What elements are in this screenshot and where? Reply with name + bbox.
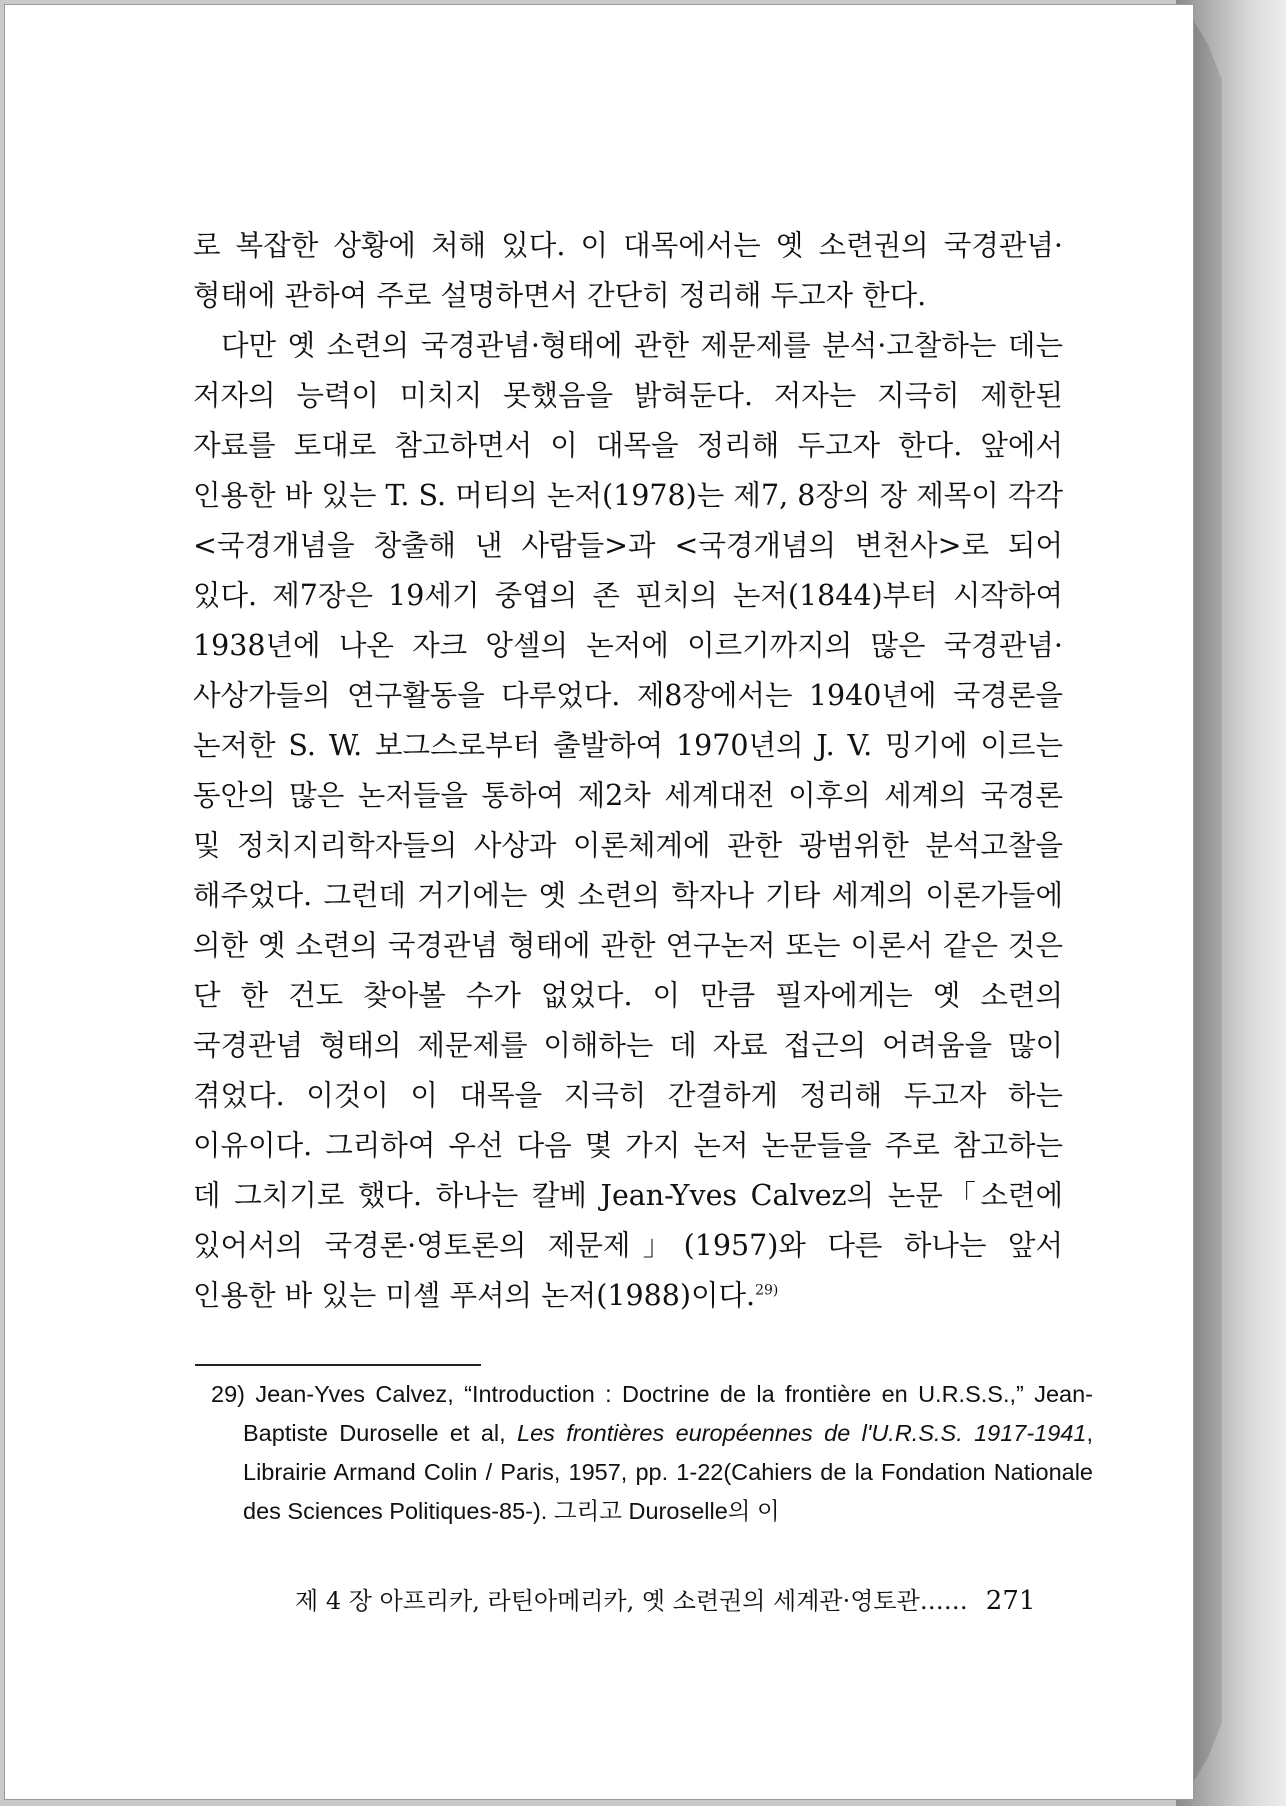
book-page	[4, 4, 1194, 1800]
body-text	[193, 221, 1063, 1321]
running-title: 제 4 장 아프리카, 라틴아메리카, 옛 소련권의 세계관·영토관……	[295, 1587, 968, 1615]
footnote-29	[211, 1375, 1093, 1531]
running-footer	[295, 1581, 1035, 1616]
footnote-text-part1: Jean-Yves Calvez, “Introduction : Doctrine de la frontière en U.R.S.S.,” Jean-Baptiste Duroselle et al,	[243, 1381, 1093, 1446]
footnote-number: 29)	[211, 1381, 245, 1407]
paragraph-2-text: 다만 옛 소련의 국경관념·형태에 관한 제문제를 분석·고찰하는 데는 저자의 능력이 미치지 못했음을 밝혀둔다. 저자는 지극히 제한된 자료를 토대로 참고하면서 이 대목을 정리해 두고자 한다. 앞에서 인용한 바 있는 T. S. 머티의 논저(1978)는 제7, 8장의 장 제목이 각각 <국경개념을 창출해 낸 사람들>과 <국경개념의 변천사>로 되어 있다. 제7장은 19세기 중엽의 존 핀치의 논저(1844)부터 시작하여 1938년에 나온 자크 앙셀의 논저에 이르기까지의 많은 국경관념·사상가들의 연구활동을 다루었다. 제8장에서는 1940년에 국경론을 논저한 S. W. 보그스로부터 출발하여 1970년의 J. V. 밍기에 이르는 동안의 많은 논저들을 통하여 제2차 세계대전 이후의 세계의 국경론 및 정치지리학자들의 사상과 이론체계에 관한 광범위한 분석고찰을 해주었다. 그런데 거기에는 옛 소련의 학자나 기타 세계의 이론가들에 의한 옛 소련의 국경관념 형태에 관한 연구논저 또는 이론서 같은 것은 단 한 건도 찾아볼 수가 없었다. 이 만큼 필자에게는 옛 소련의 국경관념 형태의 제문제를 이해하는 데 자료 접근의 어려움을 많이 겪었다. 이것이 이 대목을 지극히 간결하게 정리해 두고자 하는 이유이다. 그리하여 우선 다음 몇 가지 논저 논문들을 주로 참고하는 데 그치기로 했다. 하나는 칼베 Jean-Yves Calvez의 논문「소련에 있어서의 국경론·영토론의 제문제」(1957)와 다른 하나는 앞서 인용한 바 있는 미셸 푸셔의 논저(1988)이다.	[193, 329, 1063, 1312]
page-number: 271	[985, 1586, 1036, 1616]
footnote-text-part2: , Librairie Armand Colin / Paris, 1957, pp. 1-22(Cahiers de la Fondation Nationale des Sciences Politiques-85-). 그리고 Duroselle의 이	[243, 1420, 1093, 1524]
footnote-reference: 29)	[755, 1282, 779, 1299]
paragraph-2	[193, 321, 1063, 1321]
paragraph-1: 로 복잡한 상황에 처해 있다. 이 대목에서는 옛 소련권의 국경관념·형태에 관하여 주로 설명하면서 간단히 정리해 두고자 한다.	[193, 229, 1063, 312]
footnote-divider	[195, 1364, 481, 1366]
footnote-book-title: Les frontières européennes de l'U.R.S.S. 1917-1941	[517, 1420, 1087, 1446]
